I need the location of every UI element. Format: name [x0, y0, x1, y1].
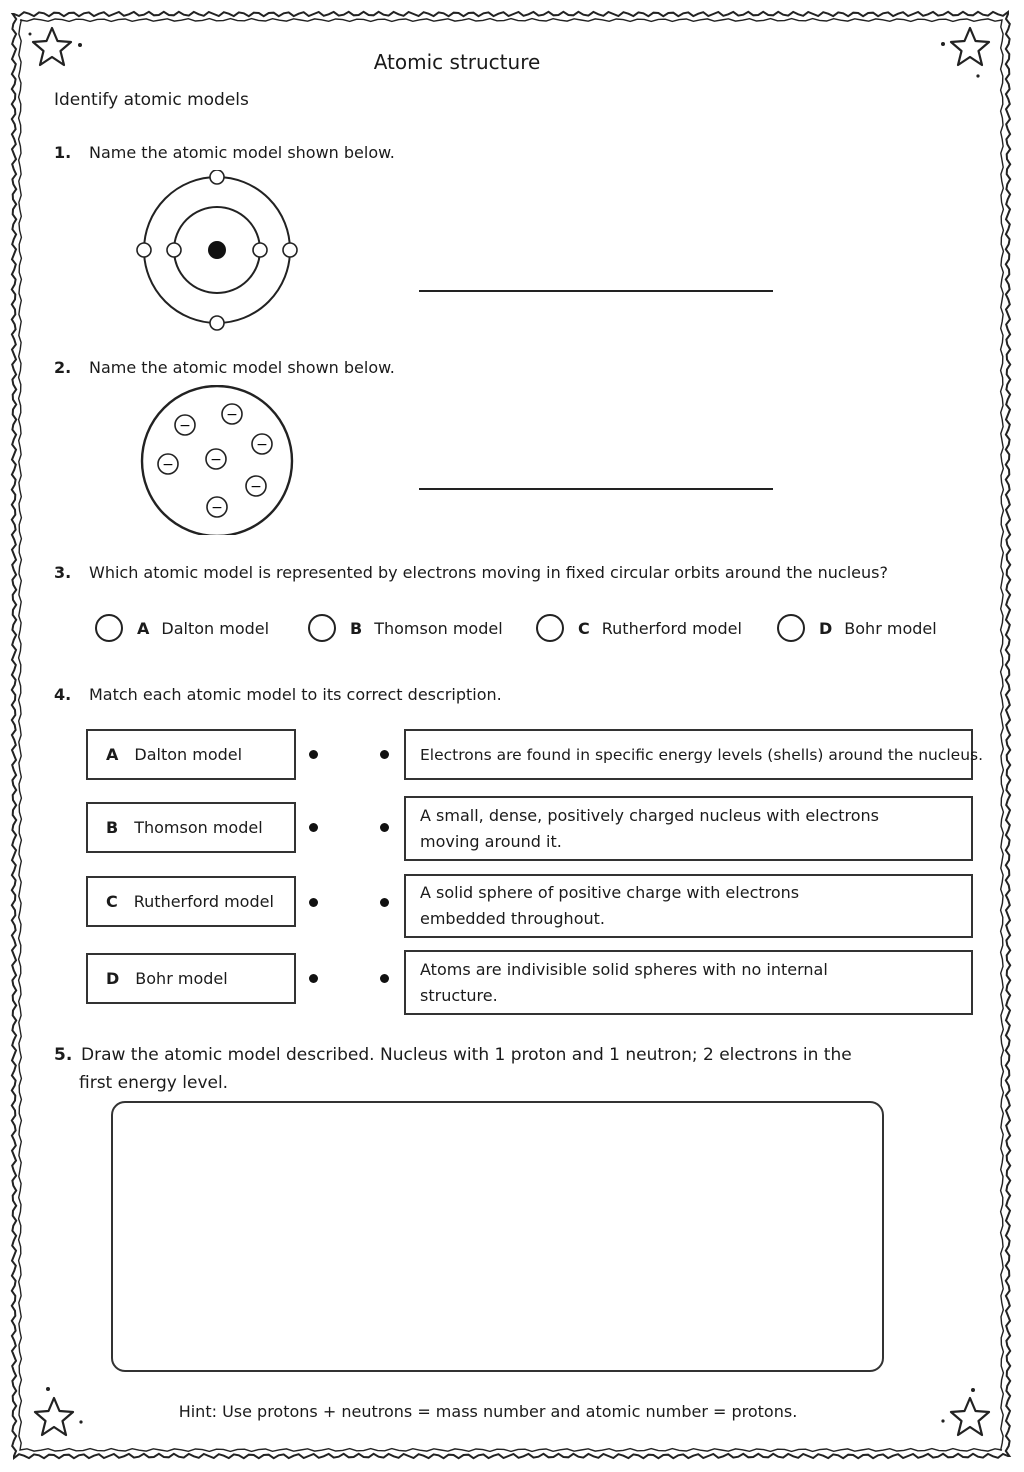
match-dot-right[interactable] — [380, 750, 389, 759]
match-description-4: Atoms are indivisible solid spheres with no internal structure. — [404, 950, 973, 1015]
question-3-text: Which atomic model is represented by electrons moving in fixed circular orbits around the nucleus? — [89, 563, 888, 582]
electron — [207, 497, 227, 517]
worksheet-title: Atomic structure — [373, 50, 541, 74]
answer-line-1[interactable] — [419, 290, 773, 292]
option-a[interactable] — [95, 614, 269, 642]
question-4-number: 4. — [54, 685, 72, 704]
option-b[interactable] — [308, 614, 503, 642]
svg-text:−: − — [250, 479, 262, 495]
electron — [252, 434, 272, 454]
match-model-b — [86, 802, 296, 853]
model-letter: B — [106, 818, 119, 837]
model-label: Dalton model — [134, 745, 243, 764]
match-model-a — [86, 729, 296, 780]
match-dot-left[interactable] — [309, 974, 318, 983]
svg-text:−: − — [226, 407, 238, 423]
svg-text:−: − — [179, 418, 191, 434]
match-dot-right[interactable] — [380, 974, 389, 983]
match-dot-right[interactable] — [380, 823, 389, 832]
model-label: Rutherford model — [133, 892, 274, 911]
hint-text: Hint: Use protons + neutrons = mass number and atomic number = protons. — [178, 1402, 798, 1421]
star-icon — [941, 28, 989, 78]
electron — [210, 316, 224, 330]
option-d[interactable] — [777, 614, 937, 642]
question-1-text: Name the atomic model shown below. — [89, 143, 395, 162]
match-description-3: A solid sphere of positive charge with electrons embedded throughout. — [404, 874, 973, 938]
electron — [210, 170, 224, 184]
nucleus — [208, 241, 226, 259]
option-label: Dalton model — [161, 618, 270, 638]
question-5-number — [54, 1045, 72, 1065]
option-label: Bohr model — [844, 618, 937, 638]
electron — [137, 243, 151, 257]
option-c[interactable] — [536, 614, 742, 642]
electron — [158, 454, 178, 474]
model-letter: C — [106, 892, 118, 911]
drawing-area[interactable] — [111, 1101, 884, 1372]
q5-num: 5. — [54, 1045, 73, 1065]
worksheet-subtitle: Identify atomic models — [54, 90, 249, 110]
bohr-atom-diagram — [130, 170, 310, 332]
option-letter: A — [137, 618, 150, 638]
svg-text:−: − — [210, 452, 222, 468]
match-model-d — [86, 953, 296, 1004]
electron — [222, 404, 242, 424]
model-label: Bohr model — [135, 969, 228, 988]
electron — [175, 415, 195, 435]
option-letter: B — [350, 618, 363, 638]
radio-circle[interactable] — [308, 614, 336, 642]
radio-circle[interactable] — [536, 614, 564, 642]
thomson-plum-pudding-diagram — [138, 385, 298, 535]
svg-text:−: − — [256, 437, 268, 453]
match-dot-left[interactable] — [309, 898, 318, 907]
match-dot-left[interactable] — [309, 750, 318, 759]
electron — [253, 243, 267, 257]
match-dot-left[interactable] — [309, 823, 318, 832]
match-description-1: Electrons are found in specific energy levels (shells) around the nucleus. — [404, 729, 973, 780]
answer-line-2[interactable] — [419, 488, 773, 490]
electron — [283, 243, 297, 257]
model-letter: A — [106, 745, 119, 764]
radio-circle[interactable] — [95, 614, 123, 642]
question-2-number: 2. — [54, 358, 72, 377]
question-4-text: Match each atomic model to its correct description. — [89, 685, 502, 704]
electron — [167, 243, 181, 257]
question-5-text-line2: first energy level. — [79, 1073, 229, 1093]
option-letter: D — [819, 618, 833, 638]
match-description-2: A small, dense, positively charged nucleus with electrons moving around it. — [404, 796, 973, 861]
question-2-text: Name the atomic model shown below. — [89, 358, 395, 377]
option-label: Rutherford model — [601, 618, 742, 638]
question-1-number: 1. — [54, 143, 72, 162]
option-label: Thomson model — [374, 618, 503, 638]
question-3-number: 3. — [54, 563, 72, 582]
option-letter: C — [578, 618, 590, 638]
model-letter: D — [106, 969, 120, 988]
svg-text:−: − — [162, 457, 174, 473]
svg-text:−: − — [211, 500, 223, 516]
question-5-text-line1: Draw the atomic model described. Nucleus with 1 proton and 1 neutron; 2 electrons in the — [81, 1045, 852, 1065]
radio-circle[interactable] — [777, 614, 805, 642]
electron — [206, 449, 226, 469]
model-label: Thomson model — [134, 818, 263, 837]
electron — [246, 476, 266, 496]
match-model-c — [86, 876, 296, 927]
match-dot-right[interactable] — [380, 898, 389, 907]
